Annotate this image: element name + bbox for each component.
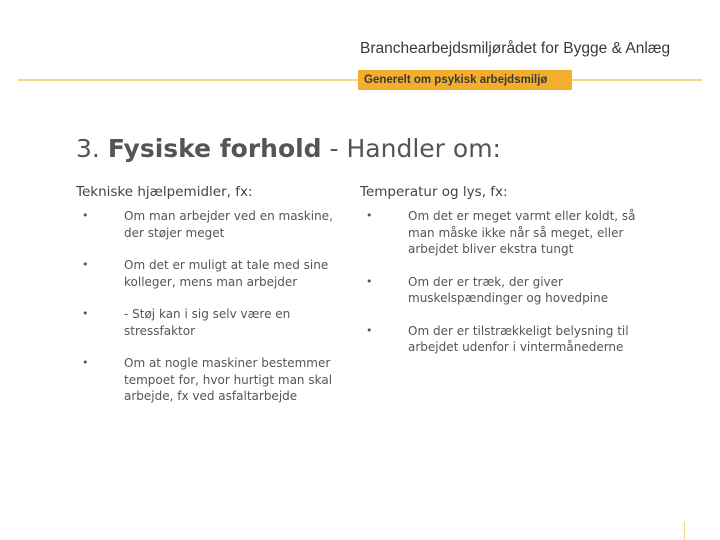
bullet-icon: • [366,274,373,288]
list-item [76,355,351,405]
list-item-text: Om det er muligt at tale med sine kolleger, mens man arbejder [124,258,329,289]
bullet-icon: • [366,323,373,337]
title-emphasis: Fysiske forhold [107,134,322,163]
organization-name: Branchearbejdsmiljørådet for Bygge & Anlæg [360,40,671,57]
section-badge: Generelt om psykisk arbejdsmiljø [358,70,572,90]
left-column [76,184,351,421]
bullet-icon: • [82,356,89,369]
list-item-text: Om der er træk, der giver muskelspændinger og hovedpine [408,274,609,305]
corner-divider [684,522,685,540]
left-bullet-list [76,208,351,405]
bullet-icon: • [82,307,89,320]
title-rest: - Handler om: [321,134,501,163]
slide-title [76,134,501,163]
list-item-text: - Støj kan i sig selv være en stressfaktor [124,307,291,338]
right-column-heading: Temperatur og lys, fx: [360,184,508,200]
list-item-text: Om det er meget varmt eller koldt, så man måske ikke når så meget, eller arbejdet bliver ekstra tungt [408,209,636,256]
right-bullet-list [360,208,660,356]
list-item [360,274,660,307]
list-item [76,306,351,339]
list-item-text: Om der er tilstrækkeligt belysning til arbejdet udenfor i vintermånederne [408,323,629,354]
bullet-icon: • [82,258,89,271]
right-column [360,184,660,372]
list-item [360,208,660,258]
bullet-icon: • [366,209,373,222]
list-item [360,323,660,356]
list-item-text: Om man arbejder ved en maskine, der støjer meget [124,209,333,240]
title-number: 3. [76,134,100,163]
list-item [76,257,351,290]
list-item-text: Om at nogle maskiner bestemmer tempoet for, hvor hurtigt man skal arbejde, fx ved asfaltarbejde [124,356,333,403]
bullet-icon: • [82,209,89,222]
list-item [76,208,351,241]
left-column-heading: Tekniske hjælpemidler, fx: [76,184,253,200]
